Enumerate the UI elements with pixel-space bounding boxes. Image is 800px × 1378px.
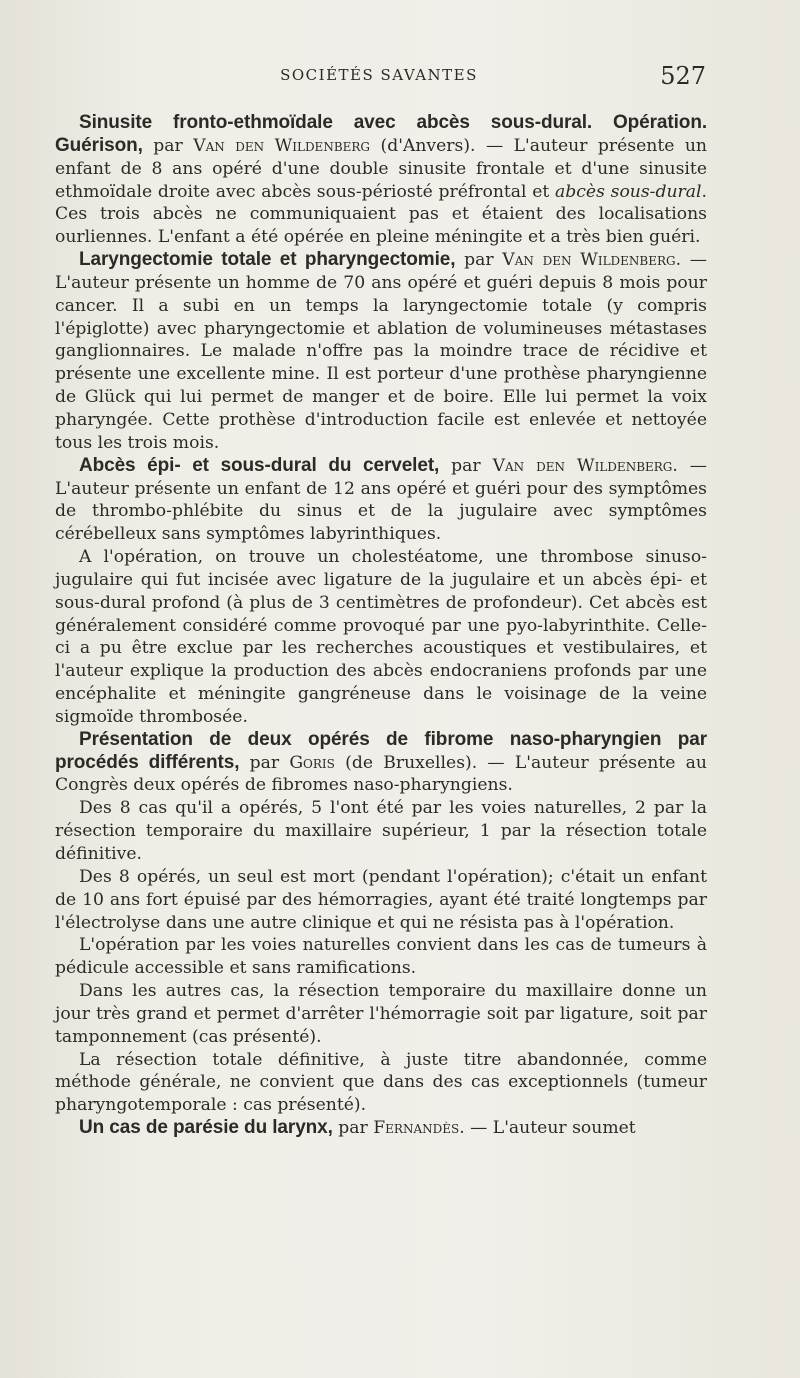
byline: par [455, 250, 503, 271]
page-number: 527 [660, 62, 706, 90]
section-text: (de Bruxelles). — L'auteur présente au Congrès deux opérés de fibromes naso-pharyngiens. [55, 752, 707, 796]
paragraph: L'opération par les voies naturelles convient dans les cas de tumeurs à pédicule accessible et sans ramifications. [55, 935, 707, 979]
author-name: Goris [289, 752, 335, 773]
section-abces [55, 455, 707, 546]
section-text: . Ces trois abcès ne communiquaient pas et étaient des localisations ourliennes. L'enfant a été opérée en pleine méningite et a très bien guéri. [55, 181, 707, 248]
section-title: Un cas de parésie du larynx, [79, 1117, 333, 1139]
section-text: . — L'auteur présente un enfant de 12 ans opéré et guéri pour des symptômes de thrombo-phlébite du sinus et de la jugulaire avec symptômes cérébelleux sans symptômes labyrinthiques. [55, 455, 707, 545]
section-title: Présentation de deux opérés de fibrome naso-pharyngien par procédés différents, [55, 728, 707, 773]
paragraph: La résection totale définitive, à juste titre abandonnée, comme méthode générale, ne convient que dans des cas exceptionnels (tumeur pharyngotemporale : cas présenté). [55, 1049, 707, 1116]
section-sinusite [55, 112, 707, 249]
running-title: SOCIÉTÉS SAVANTES [280, 66, 478, 84]
section-title: Laryngectomie totale et pharyngectomie, [79, 249, 456, 271]
italic-term: abcès sous-dural [555, 181, 702, 202]
byline: par [439, 455, 493, 476]
section-title: Abcès épi- et sous-dural du cervelet, [79, 454, 440, 476]
section-text: . — L'auteur soumet [459, 1118, 636, 1139]
section-text: (d'Anvers). — L'auteur présente un enfant de 8 ans opéré d'une double sinusite frontale et d'une sinusite ethmoïdale droite avec abcès sous-périosté préfrontal et [55, 135, 707, 202]
section-text: . — L'auteur présente un homme de 70 ans opéré et guéri depuis 8 mois pour cancer. Il a subi en un temps la laryngectomie totale (y compris l'épiglotte) avec pharyngectomie et ablation de volumineuses métastases ganglionnaires. Le malade n'offre pas la moindre trace de récidive et présente une excellente mine. Il est porteur d'une prothèse pharyngienne de Glück qui lui permet de manger et de boire. Elle lui permet la voix pharyngée. Cette prothèse d'introduction facile est enlevée et nettoyée tous les trois mois. [55, 250, 707, 453]
section-fibrome [55, 729, 707, 798]
section-laryngectomie [55, 249, 707, 455]
author-name: Van den Wildenberg [193, 135, 371, 156]
paragraph: Des 8 cas qu'il a opérés, 5 l'ont été par les voies naturelles, 2 par la résection temporaire du maxillaire supérieur, 1 par la résection totale définitive. [55, 798, 707, 864]
section-title: Sinusite fronto-ethmoïdale avec abcès sous-dural. Opération. Guérison, [55, 112, 707, 156]
byline: par [239, 752, 290, 773]
article-body [55, 112, 707, 1140]
author-name: Fernandès [373, 1118, 460, 1139]
paragraph: Des 8 opérés, un seul est mort (pendant l'opération); c'était un enfant de 10 ans fort épuisé par des hémorragies, ayant été traité longtemps par l'électrolyse dans une autre clinique et qui ne résista pas à l'opération. [55, 866, 707, 933]
byline: par [142, 135, 194, 156]
paragraph: Dans les autres cas, la résection temporaire du maxillaire donne un jour très grand et permet d'arrêter l'hémorragie soit par ligature, soit par tamponnement (cas présenté). [55, 981, 707, 1047]
running-head [52, 62, 706, 90]
author-name: Van den Wildenberg [502, 250, 676, 271]
author-name: Van den Wildenberg [492, 455, 673, 476]
section-paresie [55, 1117, 707, 1140]
byline: par [332, 1118, 374, 1139]
paragraph: A l'opération, on trouve un cholestéatome, une thrombose sinuso-jugulaire qui fut incisée avec ligature de la jugulaire et un abcès épi- et sous-dural profond (à plus de 3 centimètres de profondeur). Cet abcès est généralement considéré comme provoqué par une pyo-labyrinthite. Celle-ci a pu être exclue par les recherches acoustiques et vestibulaires, et l'auteur explique la production des abcès endocraniens profonds par une encéphalite et méningite gangréneuse dans le voisinage de la veine sigmoïde thrombosée. [55, 547, 707, 727]
